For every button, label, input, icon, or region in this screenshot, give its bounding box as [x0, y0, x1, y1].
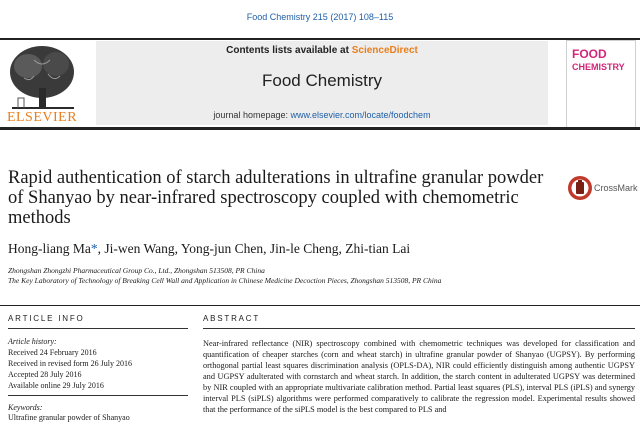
abstract-text: Near-infrared reflectance (NIR) spectroscopy combined with chemometric techniques was developed for classification and quantification of cheaper starches (corn and wheat starch) in ultrafine granular powder of Shanyao (UGPSY). By performing orthogonal partial least squares discrimination analysis (OPLS-DA), NIR could efficiently distinguish among authentic UGPSY and UGPSY adulterated with cornstarch and wheat starch. In addition, the starch content in adulterated UGPSY was determined by NIR coupled with an appropriate multivariate calibration method. Partial least squares (PLS), interval PLS (iPLS) and synergy interval PLS (siPLS) algorithms were performed comparatively to calibrate the regression model. Experimental results showed that the performance of the siPLS model is the best compared to PLS and	[203, 339, 635, 414]
first-author[interactable]: Hong-liang Ma	[8, 241, 91, 256]
journal-citation[interactable]: Food Chemistry 215 (2017) 108–115	[246, 12, 394, 22]
other-authors: , Ji-wen Wang, Yong-jun Chen, Jin-le Cheng, Zhi-tian Lai	[97, 241, 411, 256]
corresponding-author-mark[interactable]: *	[90, 241, 98, 256]
abstract-heading: ABSTRACT	[203, 314, 261, 323]
article-info-rule	[8, 328, 188, 329]
article-title: Rapid authentication of starch adulterations in ultrafine granular powder of Shanyao by near-infrared spectroscopy coupled with chemometric methods	[8, 168, 544, 228]
homepage-prefix: journal homepage:	[213, 110, 288, 120]
header-separator	[0, 305, 640, 306]
journal-homepage-link[interactable]: www.elsevier.com/locate/foodchem	[290, 110, 431, 120]
abstract-rule	[203, 328, 635, 329]
contents-line	[96, 45, 548, 56]
article-info-heading: ARTICLE INFO	[8, 314, 85, 323]
keywords-label: Keywords:	[8, 403, 43, 412]
affiliation-2: The Key Laboratory of Technology of Breaking Cell Wall and Application in Chinese Medicine Decoction Pieces, Zhongshan 513508, PR China	[8, 276, 442, 285]
cover-title-line2: CHEMISTRY	[572, 62, 625, 72]
author-list	[8, 241, 608, 257]
sciencedirect-link[interactable]: ScienceDirect	[351, 45, 418, 56]
banner-top-rule	[0, 38, 640, 40]
history-accepted: Accepted 28 July 2016	[8, 370, 82, 379]
journal-title: Food Chemistry	[262, 71, 382, 90]
history-online: Available online 29 July 2016	[8, 381, 104, 390]
elsevier-wordmark: ELSEVIER	[6, 110, 78, 125]
affiliation-1: Zhongshan Zhongzhi Pharmaceutical Group Co., Ltd., Zhongshan 513508, PR China	[8, 266, 265, 275]
crossmark-icon[interactable]	[567, 175, 593, 201]
keyword-item: Ultrafine granular powder of Shanyao	[8, 413, 130, 422]
journal-homepage-line	[96, 110, 548, 120]
banner-bottom-rule	[0, 127, 640, 130]
history-revised: Received in revised form 26 July 2016	[8, 359, 132, 368]
keywords-rule	[8, 395, 188, 396]
contents-prefix: Contents lists available at	[226, 45, 349, 56]
crossmark-label[interactable]: CrossMark	[594, 183, 638, 193]
cover-title-line1: FOOD	[572, 47, 607, 61]
cover-title	[572, 48, 630, 73]
history-label: Article history:	[8, 337, 57, 346]
history-received: Received 24 February 2016	[8, 348, 97, 357]
